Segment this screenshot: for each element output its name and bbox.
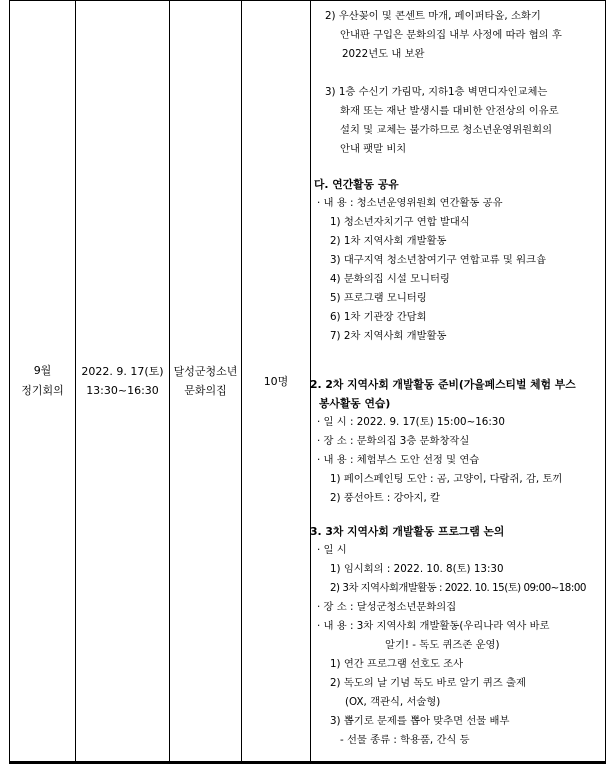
section-heading-2-cont: 봉사활동 연습) <box>319 397 391 410</box>
meeting-type-cell <box>10 1 76 762</box>
meeting-type-line2: 정기회의 <box>21 384 64 397</box>
content-line-cont: 알기! - 독도 퀴즈존 운영) <box>385 639 500 651</box>
place-cell <box>170 1 242 762</box>
continuation-line: 2) 우산꽂이 및 콘센트 마개, 페이퍼타올, 소화기 <box>325 10 541 22</box>
list-item: 1) 페이스페인팅 도안 : 곰, 고양이, 다람쥐, 감, 토끼 <box>330 473 563 485</box>
continuation-line: 3) 1층 수신기 가림막, 지하1층 벽면디자인교체는 <box>325 86 548 98</box>
list-item: 3) 대구지역 청소년참여기구 연합교류 및 워크숍 <box>330 254 546 266</box>
place-line: · 장 소 : 문화의집 3층 문화창작실 <box>317 435 470 447</box>
date-line: · 일 시 : 2022. 9. 17(토) 15:00~16:30 <box>317 416 505 428</box>
datetime-cell <box>76 1 170 762</box>
list-item: 1) 임시회의 : 2022. 10. 8(토) 13:30 <box>330 563 504 575</box>
date-text: 2022. 9. 17(토) <box>81 365 164 378</box>
list-item: 5) 프로그램 모니터링 <box>330 292 427 304</box>
list-item: 1) 연간 프로그램 선호도 조사 <box>330 658 464 670</box>
bottom-border <box>9 762 606 764</box>
list-item: 3) 뽑기로 문제를 뽑아 맞추면 선물 배부 <box>330 715 510 727</box>
list-item-cont: (OX, 객관식, 서술형) <box>345 696 441 708</box>
continuation-line: 화재 또는 재난 발생시를 대비한 안전상의 이유로 <box>340 105 559 117</box>
place-line1: 달성군청소년 <box>173 365 238 378</box>
list-item: 7) 2차 지역사회 개발활동 <box>330 330 447 342</box>
list-item: 2) 3차 지역사회개발활동 : 2022. 10. 15(토) 09:00~18:00 <box>330 582 586 594</box>
content-line: · 내 용 : 체험부스 도안 선정 및 연습 <box>317 454 480 466</box>
table-row <box>10 1 606 762</box>
content-line: · 내 용 : 청소년운영위원회 연간활동 공유 <box>317 197 503 209</box>
place-line: · 장 소 : 달성군청소년문화의집 <box>317 601 457 613</box>
minutes-table <box>9 0 606 762</box>
attendees-cell <box>242 1 311 762</box>
date-label: · 일 시 <box>317 544 347 556</box>
continuation-line: 설치 및 교체는 불가하므로 청소년운영위원회의 <box>340 124 553 136</box>
list-item: 2) 1차 지역사회 개발활동 <box>330 235 447 247</box>
section-heading-2: 2. 2차 지역사회 개발활동 준비(가을페스티벌 체험 부스 <box>310 378 576 391</box>
list-item: 1) 청소년자치기구 연합 발대식 <box>330 216 470 228</box>
section-heading-da: 다. 연간활동 공유 <box>314 178 399 191</box>
content-line: · 내 용 : 3차 지역사회 개발활동(우리나라 역사 바로 <box>317 620 550 632</box>
time-text: 13:30~16:30 <box>86 384 159 397</box>
meeting-type-line1: 9월 <box>33 364 52 377</box>
list-item: 4) 문화의집 시설 모니터링 <box>330 273 450 285</box>
attendees-text: 10명 <box>263 375 289 388</box>
continuation-line: 2022년도 내 보완 <box>342 48 425 60</box>
list-item: 2) 독도의 날 기념 독도 바로 알기 퀴즈 출제 <box>330 677 526 689</box>
content-cell <box>311 1 606 762</box>
continuation-line: 안내판 구입은 문화의집 내부 사정에 따라 협의 후 <box>340 29 562 41</box>
list-item: 6) 1차 기관장 간담회 <box>330 311 427 323</box>
content-body <box>311 1 605 761</box>
place-line2: 문화의집 <box>184 384 227 397</box>
continuation-line: 안내 팻말 비치 <box>340 143 407 155</box>
list-item: 2) 풍선아트 : 강아지, 칼 <box>330 492 440 504</box>
section-heading-3: 3. 3차 지역사회 개발활동 프로그램 논의 <box>310 525 505 538</box>
list-item-sub: - 선물 종류 : 학용품, 간식 등 <box>340 734 470 746</box>
